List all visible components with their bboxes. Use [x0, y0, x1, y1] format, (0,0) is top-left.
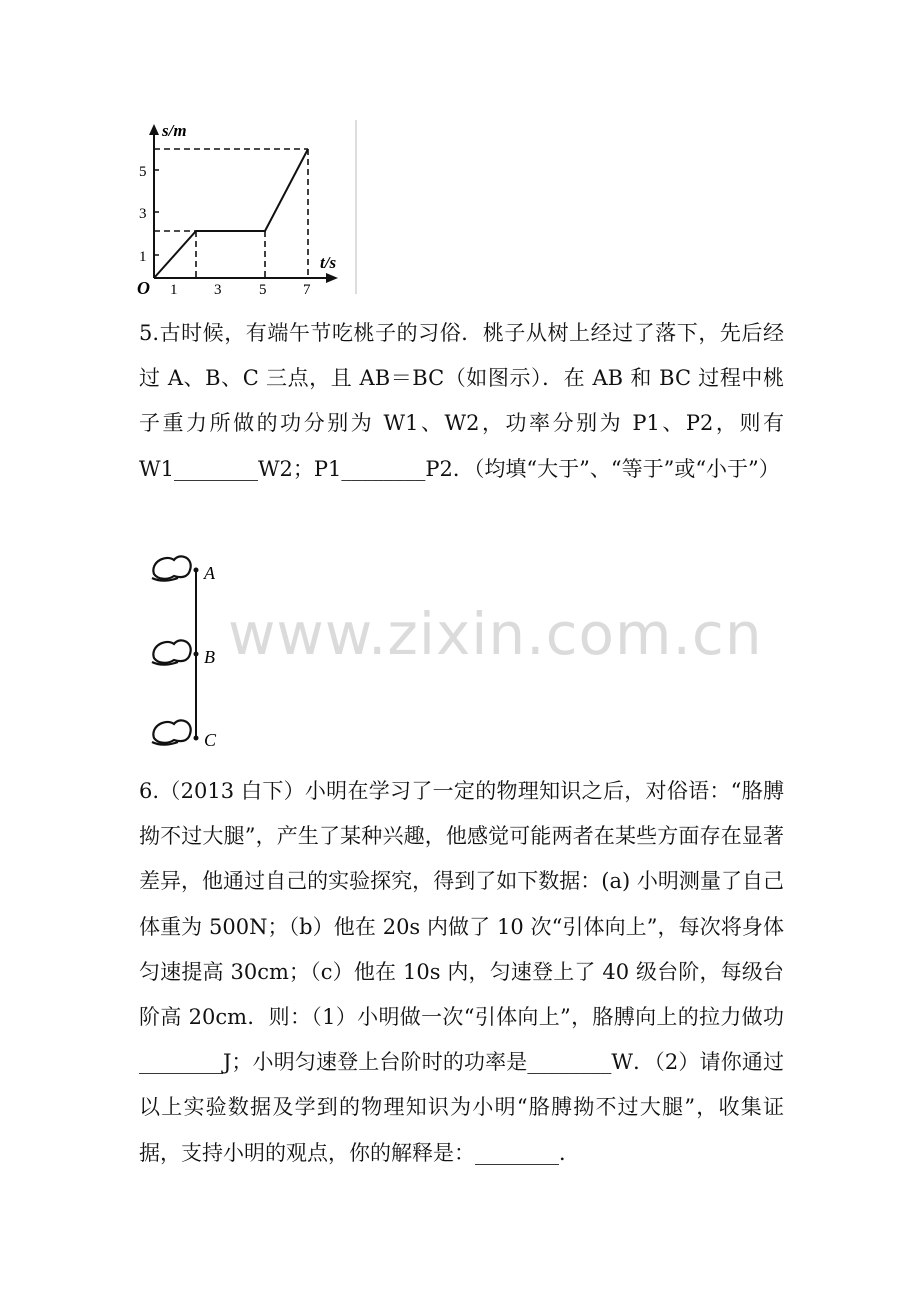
y-axis-label: s/m: [162, 121, 187, 140]
x-axis-arrow: [326, 273, 338, 283]
x-tick-7: 7: [303, 282, 311, 298]
motion-line: [154, 149, 308, 278]
watermark: www.zixin.com.cn: [228, 600, 763, 668]
point-c-label: C: [204, 730, 217, 750]
question-6-text: 6.（2013 白下）小明在学习了一定的物理知识之后，对俗语：“胳膊拗不过大腿”，产生了某种兴趣，他感觉可能两者在某些方面存在显著差异，他通过自己的实验探究，得到了如下数据：(a) 小明测量了自己体重为 500N；（b）他在 20s 内做了 10 次“引体向上”，每次将身体匀速提高 30cm；（c）他在 10s 内，匀速登上了 40 级台阶，每级台阶高 20cm．则：（1）小明做一次“引体向上”，胳膊向上的拉力做功________J；小明匀速登上台阶时的功率是________W．（2）请你通过以上实验数据及学到的物理知识为小明“胳膊拗不过大腿”，收集证据，支持小明的观点，你的解释是：________．: [139, 779, 784, 1165]
x-tick-5: 5: [259, 282, 267, 298]
x-axis-label: t/s: [320, 253, 337, 272]
x-tick-1: 1: [170, 282, 178, 298]
y-tick-5: 5: [139, 164, 147, 180]
s-t-graph: [128, 118, 360, 298]
peach-icon-c: [152, 720, 191, 744]
point-b-label: B: [204, 647, 215, 667]
origin-label: O: [137, 278, 150, 298]
point-a-label: A: [204, 563, 215, 583]
dashed-guides: [154, 149, 308, 278]
peach-icon-b: [152, 640, 191, 664]
y-tick-1: 1: [139, 249, 147, 265]
y-axis-arrow: [149, 124, 159, 135]
y-tick-3: 3: [139, 206, 147, 222]
falling-peach-figure: [144, 548, 244, 753]
x-tick-3: 3: [214, 282, 222, 298]
question-5-text: 5.古时候，有端午节吃桃子的习俗．桃子从树上经过了落下，先后经过 A、B、C 三点，且 AB＝BC（如图示）．在 AB 和 BC 过程中桃子重力所做的功分别为 W1、W2，功率分别为 P1、P2，则有 W1________W2；P1________P2．（均填“大于”、“等于”或“小于”）: [139, 321, 784, 481]
peach-icon-a: [152, 556, 191, 580]
